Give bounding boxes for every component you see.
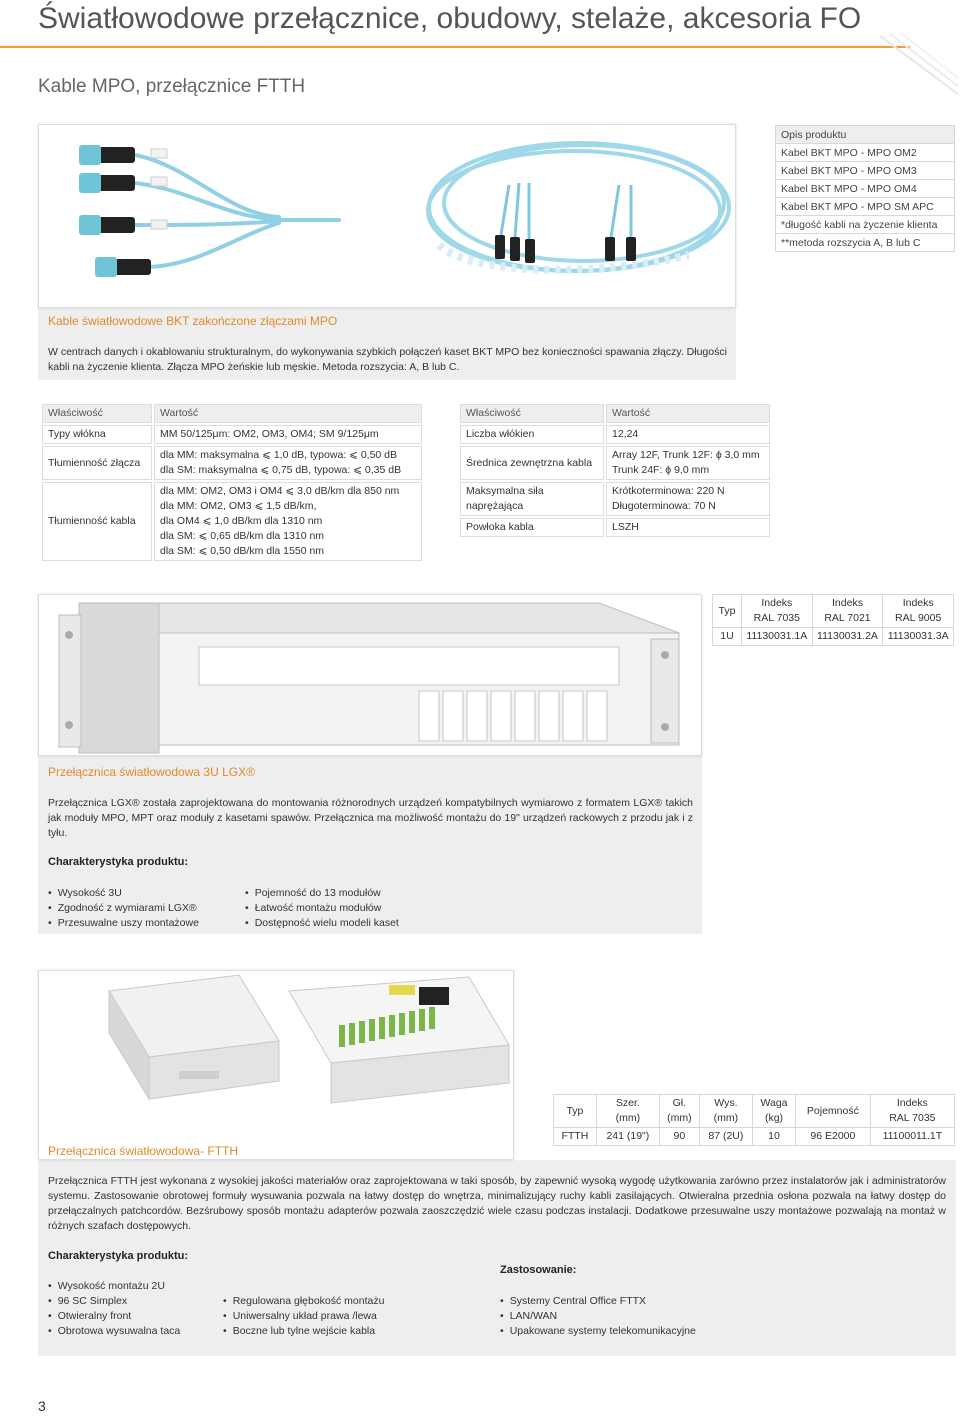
value-line: Krótkoterminowa: 220 N bbox=[612, 485, 725, 497]
property-value bbox=[606, 446, 770, 480]
property-name bbox=[460, 518, 604, 537]
lgx-description: Przełącznica LGX® została zaprojektowana do montowania różnorodnych urządzeń kompatybilnych wymiarowo z formatem LGX® takich jak moduły MPO, MPT oraz moduły z kasetami spawów. Przełącznica ma możliwość montażu do 19" urządzeń rackowych z przodu jak i z tyłu. bbox=[48, 797, 693, 839]
header-line: Gł. bbox=[672, 1097, 687, 1109]
mpo-cable-image bbox=[38, 124, 736, 308]
header-line: (mm) bbox=[615, 1112, 641, 1124]
name-line: Powłoka kabla bbox=[466, 521, 534, 533]
opis-header: Opis produktu bbox=[776, 126, 955, 144]
col-header bbox=[699, 1095, 752, 1128]
property-value bbox=[606, 518, 770, 537]
header-line: RAL 9005 bbox=[895, 612, 942, 624]
opis-item: Kabel BKT MPO - MPO SM APC bbox=[776, 198, 955, 216]
mpo-properties-left bbox=[40, 402, 424, 563]
header-line: Indeks bbox=[902, 597, 934, 609]
lgx-rack-illustration bbox=[39, 595, 701, 755]
mpo-cable-illustration bbox=[39, 125, 735, 307]
col-header bbox=[883, 595, 954, 628]
opis-item: Kabel BKT MPO - MPO OM3 bbox=[776, 162, 955, 180]
value-line: LSZH bbox=[612, 521, 639, 533]
table-cell: 96 E2000 bbox=[796, 1128, 871, 1146]
ftth-bullets-middle bbox=[223, 1294, 384, 1339]
name-line: Liczba włókien bbox=[466, 428, 535, 440]
col-header bbox=[742, 595, 813, 628]
col-header bbox=[796, 1095, 871, 1128]
opis-note: **metoda rozszycia A, B lub C bbox=[776, 234, 955, 252]
header-line: Indeks bbox=[832, 597, 863, 609]
header-line: Szer. bbox=[615, 1097, 640, 1109]
header-divider bbox=[0, 46, 910, 48]
value-line: dla MM: maksymalna ⩽ 1,0 dB, typowa: ⩽ 0,50 dB bbox=[160, 449, 398, 461]
header-line: Indeks bbox=[896, 1097, 928, 1109]
opis-item: Kabel BKT MPO - MPO OM4 bbox=[776, 180, 955, 198]
header-line: Indeks bbox=[761, 597, 793, 609]
header-line: Waga bbox=[760, 1097, 788, 1109]
header-line: RAL 7021 bbox=[824, 612, 871, 624]
list-item: • Upakowane systemy telekomunikacyjne bbox=[500, 1324, 696, 1339]
value-line: dla SM: ⩽ 0,65 dB/km dla 1310 nm bbox=[160, 530, 325, 542]
lgx-heading: Przełącznica światłowodowa 3U LGX® bbox=[48, 765, 255, 779]
table-cell: 90 bbox=[659, 1128, 699, 1146]
lgx-index-table bbox=[712, 594, 954, 646]
property-name: Tłumienność złącza bbox=[42, 446, 152, 480]
header-line: Typ bbox=[566, 1104, 584, 1117]
col-header bbox=[596, 1095, 659, 1128]
list-item: • Przesuwalne uszy montażowe bbox=[48, 916, 199, 931]
list-item: • LAN/WAN bbox=[500, 1309, 696, 1324]
name-line: Maksymalna siła bbox=[466, 485, 544, 497]
col-header bbox=[870, 1095, 954, 1128]
opis-item: Kabel BKT MPO - MPO OM2 bbox=[776, 144, 955, 162]
list-item: • Systemy Central Office FTTX bbox=[500, 1294, 696, 1309]
value-line: dla SM: maksymalna ⩽ 0,75 dB, typowa: ⩽ 0,35 dB bbox=[160, 464, 402, 476]
value-line: Array 12F, Trunk 12F: ϕ 3,0 mm bbox=[612, 449, 760, 461]
col-header bbox=[812, 595, 883, 628]
ftth-spec-table bbox=[553, 1094, 955, 1146]
header-line: Wys. bbox=[714, 1097, 738, 1109]
value-line: dla MM: OM2, OM3 ⩽ 1,5 dB/km, bbox=[160, 500, 317, 512]
property-value bbox=[606, 482, 770, 516]
list-item: • Zgodność z wymiarami LGX® bbox=[48, 901, 199, 916]
list-item: • Wysokość 3U bbox=[48, 886, 199, 901]
ftth-bullets-right bbox=[500, 1294, 696, 1339]
ftth-description: Przełącznica FTTH jest wykonana z wysokiej jakości materiałów oraz zaprojektowana w taki sposób, by zapewnić wysoką wygodę użytkowania zarówno przez instalatorów jak i administratorów systemu. Zastosowanie obrotowej formuły wysuwania pozwala na łatwy dostęp do wnętrza, minimalizujący ruchy kabli zasilających. Otwieralna przednia osłona pozwala na łatwy dostęp do przełączalnych patchcordów. Bezśrubowy sposób montażu adapterów pozwala zaoszczędzić wiele czasu podczas instalacji. Dodatkowe przesuwalne uszy montażowe pozwalają na montaż w różnych szafach dostępowych. bbox=[48, 1175, 946, 1232]
name-line: Średnica zewnętrzna kabla bbox=[466, 456, 593, 469]
list-item: • Uniwersalny układ prawa /lewa bbox=[223, 1309, 384, 1324]
property-name bbox=[460, 425, 604, 444]
value-line: Trunk 24F: ϕ 9,0 mm bbox=[612, 464, 710, 476]
page-number: 3 bbox=[38, 1398, 46, 1414]
header-line: (mm) bbox=[713, 1112, 739, 1124]
section-subtitle: Kable MPO, przełącznice FTTH bbox=[38, 76, 306, 97]
header-line: RAL 7035 bbox=[753, 612, 800, 624]
mpo-properties-right bbox=[458, 402, 772, 539]
value-line: dla OM4 ⩽ 1,0 dB/km dla 1310 nm bbox=[160, 515, 323, 527]
table-cell: 11100011.1T bbox=[870, 1128, 954, 1146]
page-title: Światłowodowe przełącznice, obudowy, stelaże, akcesoria FO bbox=[38, 2, 862, 35]
property-value bbox=[154, 446, 422, 480]
product-description-table bbox=[775, 125, 955, 252]
opis-note: *długość kabli na życzenie klienta bbox=[776, 216, 955, 234]
ftth-illustration bbox=[39, 971, 513, 1159]
col-header: Wartość bbox=[154, 404, 422, 423]
header-line: (mm) bbox=[667, 1112, 692, 1124]
ftth-bullets-left bbox=[48, 1279, 180, 1339]
table-cell: 10 bbox=[752, 1128, 795, 1146]
mpo-heading: Kable światłowodowe BKT zakończone złączami MPO bbox=[48, 314, 338, 328]
name-line: naprężająca bbox=[466, 500, 524, 512]
col-header: Wartość bbox=[606, 404, 770, 423]
list-item: • Regulowana głębokość montażu bbox=[223, 1294, 384, 1309]
property-name bbox=[460, 446, 604, 480]
property-value bbox=[154, 482, 422, 561]
list-item: • Dostępność wielu modeli kaset bbox=[245, 916, 399, 931]
lgx-bullets-left bbox=[48, 886, 199, 931]
value-line: Długoterminowa: 70 N bbox=[612, 500, 716, 512]
ftth-application-heading: Zastosowanie: bbox=[500, 1264, 577, 1276]
list-item: • 96 SC Simplex bbox=[48, 1294, 180, 1309]
header-line: (kg) bbox=[764, 1112, 784, 1124]
table-cell: 241 (19") bbox=[596, 1128, 659, 1146]
list-item: • Wysokość montażu 2U bbox=[48, 1279, 180, 1294]
list-item: • Boczne lub tylne wejście kabla bbox=[223, 1324, 384, 1339]
list-item: • Łatwość montażu modułów bbox=[245, 901, 399, 916]
lgx-characteristics-heading: Charakterystyka produktu: bbox=[48, 856, 188, 868]
property-name: Tłumienność kabla bbox=[42, 482, 152, 561]
table-cell: 11130031.3A bbox=[883, 628, 954, 646]
list-item: • Pojemność do 13 modułów bbox=[245, 886, 399, 901]
table-cell: 11130031.1A bbox=[742, 628, 813, 646]
ftth-image bbox=[38, 970, 514, 1160]
property-value bbox=[154, 425, 422, 444]
table-cell: 87 (2U) bbox=[699, 1128, 752, 1146]
col-header bbox=[752, 1095, 795, 1128]
table-cell: FTTH bbox=[554, 1128, 597, 1146]
value-line: dla MM: OM2, OM3 i OM4 ⩽ 3,0 dB/km dla 850 nm bbox=[160, 485, 400, 497]
table-cell: 11130031.2A bbox=[812, 628, 883, 646]
decorative-lines bbox=[880, 30, 960, 100]
header-line: RAL 7035 bbox=[889, 1112, 936, 1124]
typ-header: Typ bbox=[713, 595, 742, 628]
property-name bbox=[460, 482, 604, 516]
lgx-bullets-right bbox=[245, 886, 399, 931]
value-line: 12,24 bbox=[612, 428, 639, 440]
ftth-heading: Przełącznica światłowodowa- FTTH bbox=[48, 1144, 239, 1158]
col-header: Właściwość bbox=[42, 404, 152, 423]
property-name: Typy włókna bbox=[42, 425, 152, 444]
col-header bbox=[659, 1095, 699, 1128]
mpo-description: W centrach danych i okablowaniu strukturalnym, do wykonywania szybkich połączeń kaset BKT MPO bez konieczności spawania złączy. Długości kabli na życzenie klienta. Złącza MPO żeńskie lub męskie. Metoda rozszycia: A, B lub C. bbox=[48, 346, 727, 373]
header-line: Pojemność bbox=[806, 1104, 859, 1117]
lgx-rack-image bbox=[38, 594, 702, 756]
list-item: • Obrotowa wysuwalna taca bbox=[48, 1324, 180, 1339]
col-header bbox=[554, 1095, 597, 1128]
ftth-characteristics-heading: Charakterystyka produktu: bbox=[48, 1250, 188, 1262]
list-item: • Otwieralny front bbox=[48, 1309, 180, 1324]
value-line: dla SM: ⩽ 0,50 dB/km dla 1550 nm bbox=[160, 545, 325, 557]
value-line: MM 50/125μm: OM2, OM3, OM4; SM 9/125μm bbox=[160, 428, 379, 440]
property-value bbox=[606, 425, 770, 444]
table-cell: 1U bbox=[713, 628, 742, 646]
col-header: Właściwość bbox=[460, 404, 604, 423]
